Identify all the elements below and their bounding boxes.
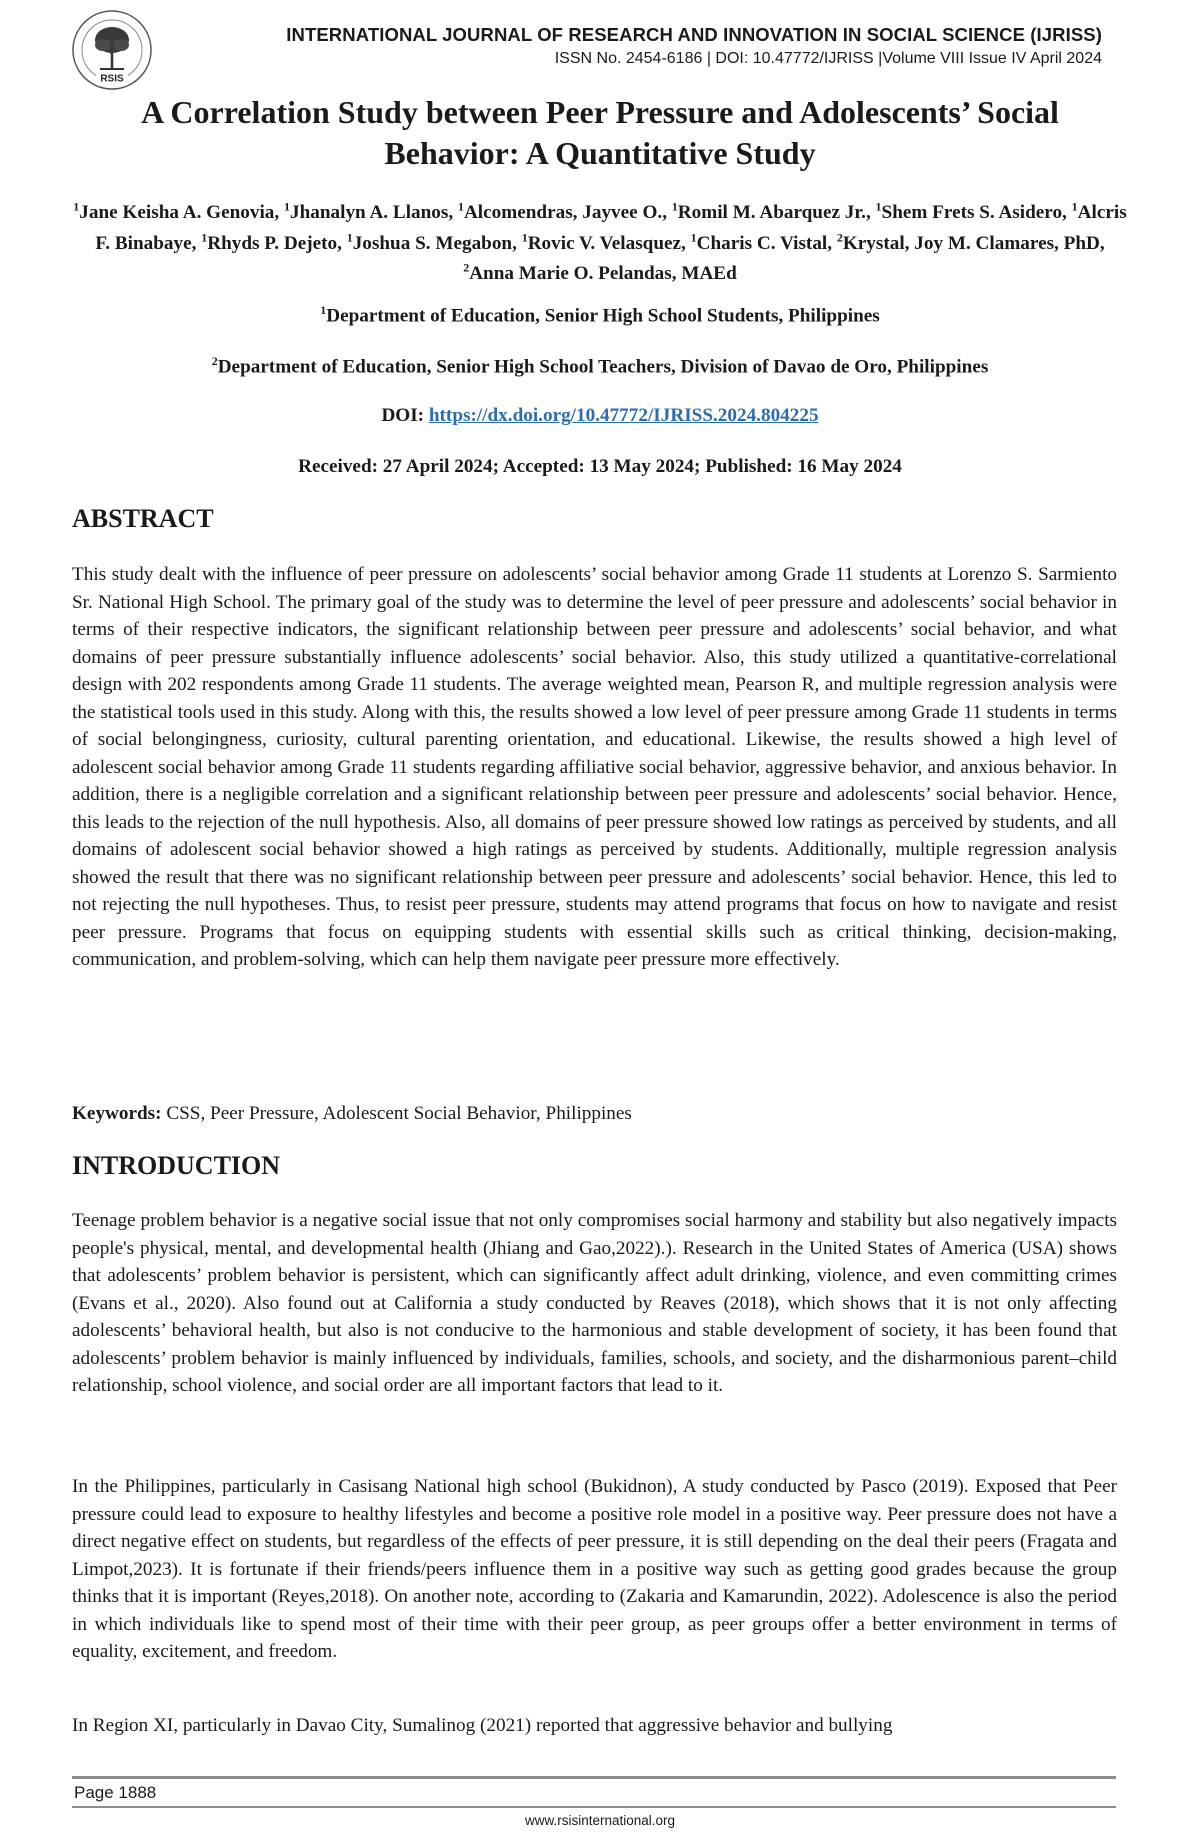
author: $^2$Krystal, Joy M. Clamares, PhD, [836, 230, 1105, 254]
author: $^1$Rovic V. Velasquez, [521, 230, 691, 254]
doi-label: DOI: [381, 405, 429, 426]
journal-name: INTERNATIONAL JOURNAL OF RESEARCH AND INNOVATION IN SOCIAL SCIENCE (IJRISS) [286, 24, 1102, 45]
author: $^1$Romil M. Abarquez Jr., [671, 200, 876, 224]
introduction-paragraph-2: In the Philippines, particularly in Casisang National high school (Bukidnon), A study conducted by Pasco (2019). Exposed that Peer pressure could lead to exposure to healthy lifestyles and become a positive role model in a positive way. Peer pressure does not have a direct negative effect on students, but regardless of the effects of peer pressure, it is still depending on the deal their peers (Fragata and Limpot,2023). It is fortunate if their friends/peers influence them in a positive way such as getting good grades because the group thinks that it is important (Reyes,2018). On another note, according to (Zakaria and Kamarundin, 2022). Adolescence is also the period in which individuals like to spend most of their time with their peer group, as peer groups offer a better environment in terms of equality, excitement, and freedom. [72, 1476, 1117, 1662]
author: $^2$Anna Marie O. Pelandas, MAEd [463, 260, 737, 285]
abstract-text: This study dealt with the influence of peer pressure on adolescents’ social behavior among Grade 11 students at Lorenzo S. Sarmiento Sr. National High School. The primary goal of the study was to determine the level of peer pressure and adolescents’ social behavior in terms of their respective indicators, the significant relationship between peer pressure and adolescents’ social behavior, and what domains of peer pressure substantially influence adolescents’ social behavior. Also, this study utilized a quantitative-correlational design with 202 respondents among Grade 11 students. The average weighted mean, Pearson R, and multiple regression analysis were the statistical tools used in this study. Along with this, the results showed a low level of peer pressure among Grade 11 students in terms of social belongingness, curiosity, cultural parenting orientation, and educational. Likewise, the results showed a high level of adolescent social behavior among Grade 11 students regarding affiliative social behavior, aggressive behavior, and anxious behavior. In addition, there is a negligible correlation and a significant relationship between peer pressure and adolescents’ social behavior. Hence, this leads to the rejection of the null hypothesis. Also, all domains of peer pressure showed low ratings as perceived by students, and all domains of adolescent social behavior showed a high ratings as perceived by students. Additionally, multiple regression analysis showed the result that there was no significant relationship between peer pressure and adolescents’ social behavior. Hence, this led to not rejecting the null hypotheses. Thus, to resist peer pressure, students may attend programs that focus on how to navigate and resist peer pressure. Programs that focus on equipping students with essential skills such as critical thinking, decision-making, communication, and problem-solving, which can help them navigate peer pressure more effectively. [72, 564, 1117, 970]
publication-dates: Received: 27 April 2024; Accepted: 13 May 2024; Published: 16 May 2024 [298, 456, 902, 477]
page-number: Page 1888 [74, 1783, 157, 1802]
introduction-paragraph-1: Teenage problem behavior is a negative social issue that not only compromises social harmony and stability but also negatively impacts people's physical, mental, and developmental health (Jhiang and Gao,2022).). Research in the United States of America (USA) shows that adolescents’ problem behavior is persistent, which can significantly affect adult drinking, violence, and even committing crimes (Evans et al., 2020). Also found out at California a study conducted by Reaves (2018), which shows that it is not only affecting adolescents’ behavioral health, but also is not conducive to the harmonious and stable development of society, it has been found that adolescents’ problem behavior is mainly influenced by individuals, families, schools, and society, and the disharmonious parent–child relationship, school violence, and social order are all important factors that lead to it. [72, 1210, 1117, 1396]
keywords [72, 1100, 1117, 1128]
introduction-heading: INTRODUCTION [72, 1151, 281, 1180]
paper-title-line-2: Behavior: A Quantitative Study [384, 135, 816, 171]
tree-seal-icon [70, 8, 154, 92]
logo-text: RSIS [100, 73, 124, 85]
author: $^1$Rhyds P. Dejeto, [201, 230, 347, 254]
author: $^1$Charis C. Vistal, [690, 230, 837, 254]
journal-logo [70, 8, 154, 92]
author: $^1$Jhanalyn A. Llanos, [283, 200, 458, 224]
keywords-label: Keywords: [72, 1103, 162, 1124]
author: $^1$Joshua S. Megabon, [346, 230, 522, 254]
doi-line [60, 405, 1140, 427]
author: $^1$Jane Keisha A. Genovia, [73, 200, 284, 224]
paper-title-line-1: A Correlation Study between Peer Pressure and Adolescents’ Social [141, 94, 1059, 130]
footer-rule-bottom [72, 1806, 1116, 1808]
author: $^1$Alcomendras, Jayvee O., [457, 200, 672, 224]
author-list [70, 195, 1130, 286]
introduction-paragraph-3: In Region XI, particularly in Davao City, Sumalinog (2021) reported that aggressive behavior and bullying [72, 1715, 893, 1736]
paper-title [60, 92, 1140, 174]
journal-meta: ISSN No. 2454-6186 | DOI: 10.47772/IJRISS |Volume VIII Issue IV April 2024 [554, 50, 1102, 67]
author: $^1$Shem Frets S. Asidero, [875, 200, 1072, 224]
author: $^1$Alcris F. Binabaye, [95, 200, 1127, 254]
keywords-text: CSS, Peer Pressure, Adolescent Social Behavior, Philippines [161, 1103, 632, 1124]
doi-link[interactable]: https://dx.doi.org/10.47772/IJRISS.2024.804225 [428, 405, 819, 426]
affiliation-2: $^2$Department of Education, Senior High School Teachers, Division of Davao de Oro, Philippines [211, 354, 989, 378]
affiliation-1: $^1$Department of Education, Senior High School Students, Philippines [320, 303, 880, 327]
journal-header [286, 24, 1102, 68]
footer-website[interactable]: www.rsisinternational.org [524, 1813, 676, 1828]
footer-rule [72, 1776, 1116, 1779]
abstract-heading: ABSTRACT [72, 504, 214, 533]
